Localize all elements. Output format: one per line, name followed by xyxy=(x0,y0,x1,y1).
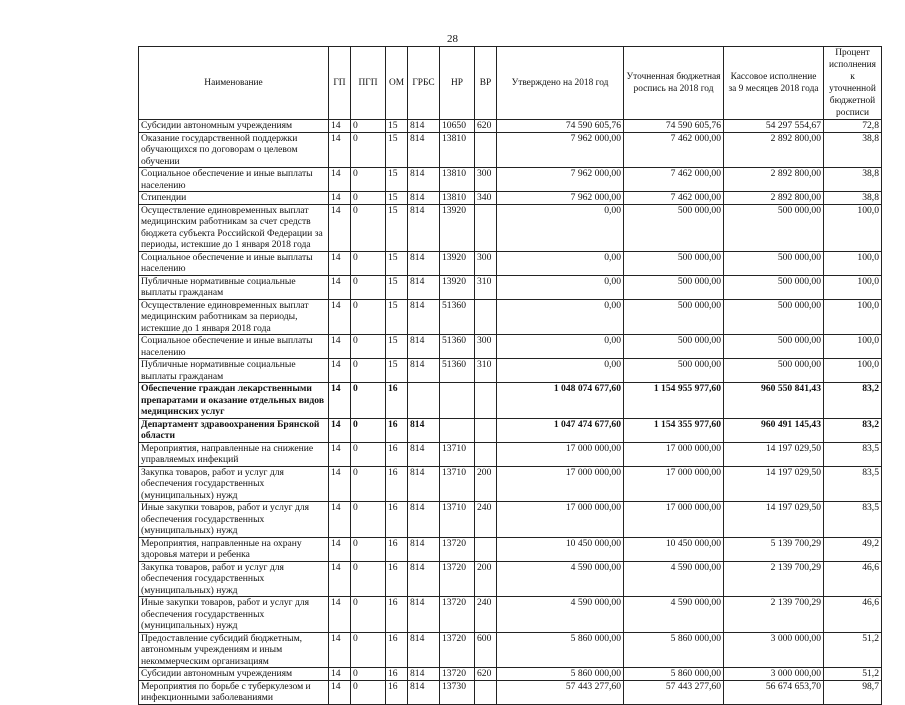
cell-ppgp: 0 xyxy=(351,537,386,561)
cell-refined: 1 154 955 977,60 xyxy=(624,383,724,419)
budget-table xyxy=(138,46,882,705)
cell-gp: 14 xyxy=(329,502,351,538)
cell-gp: 14 xyxy=(329,168,351,192)
cell-refined: 5 860 000,00 xyxy=(624,668,724,681)
cell-name: Оказание государственной поддержки обучающихся по договорам о целевом обучении xyxy=(139,132,329,168)
cell-approved: 7 962 000,00 xyxy=(497,132,624,168)
cell-om: 15 xyxy=(386,359,408,383)
cell-nr: 13710 xyxy=(440,442,475,466)
cell-cash: 960 550 841,43 xyxy=(724,383,824,419)
cell-grbs: 814 xyxy=(408,597,440,633)
cell-ppgp: 0 xyxy=(351,502,386,538)
cell-grbs: 814 xyxy=(408,120,440,133)
cell-nr: 13710 xyxy=(440,466,475,502)
cell-vr: 200 xyxy=(475,561,497,597)
col-header-cash: Кассовое исполнение за 9 месяцев 2018 года xyxy=(724,47,824,120)
cell-refined: 7 462 000,00 xyxy=(624,168,724,192)
cell-cash: 3 000 000,00 xyxy=(724,668,824,681)
cell-refined: 1 154 355 977,60 xyxy=(624,418,724,442)
table-row xyxy=(139,597,882,633)
cell-nr: 13710 xyxy=(440,502,475,538)
cell-om: 15 xyxy=(386,192,408,205)
cell-cash: 54 297 554,67 xyxy=(724,120,824,133)
cell-name: Осуществление единовременных выплат медицинским работникам за периоды, истекшие до 1 января 2018 года xyxy=(139,299,329,335)
table-row xyxy=(139,275,882,299)
cell-approved: 0,00 xyxy=(497,335,624,359)
cell-percent: 46,6 xyxy=(824,561,882,597)
table-row xyxy=(139,537,882,561)
cell-grbs: 814 xyxy=(408,680,440,704)
cell-om: 16 xyxy=(386,442,408,466)
cell-name: Закупка товаров, работ и услуг для обеспечения государственных (муниципальных) нужд xyxy=(139,466,329,502)
cell-nr xyxy=(440,418,475,442)
cell-ppgp: 0 xyxy=(351,299,386,335)
cell-grbs: 814 xyxy=(408,359,440,383)
cell-percent: 38,8 xyxy=(824,168,882,192)
cell-gp: 14 xyxy=(329,442,351,466)
cell-om: 15 xyxy=(386,168,408,192)
cell-om: 15 xyxy=(386,204,408,251)
cell-nr: 13720 xyxy=(440,537,475,561)
cell-ppgp: 0 xyxy=(351,680,386,704)
cell-om: 15 xyxy=(386,299,408,335)
cell-name: Социальное обеспечение и иные выплаты населению xyxy=(139,168,329,192)
cell-grbs: 814 xyxy=(408,561,440,597)
cell-grbs: 814 xyxy=(408,632,440,668)
cell-name: Обеспечение граждан лекарственными препаратами и оказание отдельных видов медицинских услуг xyxy=(139,383,329,419)
cell-approved: 57 443 277,60 xyxy=(497,680,624,704)
cell-name: Департамент здравоохранения Брянской области xyxy=(139,418,329,442)
cell-nr: 13810 xyxy=(440,132,475,168)
cell-refined: 4 590 000,00 xyxy=(624,597,724,633)
cell-nr: 13730 xyxy=(440,680,475,704)
cell-om: 15 xyxy=(386,132,408,168)
cell-cash: 2 139 700,29 xyxy=(724,597,824,633)
col-header-refined: Уточненная бюджетная роспись на 2018 год xyxy=(624,47,724,120)
cell-grbs: 814 xyxy=(408,502,440,538)
cell-cash: 2 892 800,00 xyxy=(724,192,824,205)
table-row xyxy=(139,632,882,668)
col-header-gp: ГП xyxy=(329,47,351,120)
cell-om: 16 xyxy=(386,597,408,633)
cell-approved: 17 000 000,00 xyxy=(497,466,624,502)
col-header-ppgp: ПГП xyxy=(351,47,386,120)
table-row xyxy=(139,502,882,538)
cell-gp: 14 xyxy=(329,132,351,168)
cell-approved: 1 047 474 677,60 xyxy=(497,418,624,442)
cell-ppgp: 0 xyxy=(351,466,386,502)
cell-cash: 500 000,00 xyxy=(724,335,824,359)
cell-grbs: 814 xyxy=(408,466,440,502)
cell-refined: 57 443 277,60 xyxy=(624,680,724,704)
cell-name: Мероприятия по борьбе с туберкулезом и инфекционными заболеваниями xyxy=(139,680,329,704)
cell-om: 16 xyxy=(386,537,408,561)
cell-vr: 240 xyxy=(475,502,497,538)
cell-gp: 14 xyxy=(329,668,351,681)
table-row xyxy=(139,442,882,466)
table-body xyxy=(139,120,882,705)
cell-cash: 56 674 653,70 xyxy=(724,680,824,704)
cell-approved: 5 860 000,00 xyxy=(497,668,624,681)
cell-vr xyxy=(475,299,497,335)
cell-name: Субсидии автономным учреждениям xyxy=(139,120,329,133)
cell-percent: 83,2 xyxy=(824,418,882,442)
cell-approved: 0,00 xyxy=(497,359,624,383)
cell-percent: 100,0 xyxy=(824,335,882,359)
cell-ppgp: 0 xyxy=(351,204,386,251)
cell-approved: 17 000 000,00 xyxy=(497,442,624,466)
cell-approved: 74 590 605,76 xyxy=(497,120,624,133)
cell-percent: 83,5 xyxy=(824,502,882,538)
table-row xyxy=(139,359,882,383)
table-row xyxy=(139,466,882,502)
cell-ppgp: 0 xyxy=(351,668,386,681)
cell-cash: 500 000,00 xyxy=(724,251,824,275)
cell-name: Осуществление единовременных выплат медицинским работникам за счет средств бюджета субъекта Российской Федерации за периоды, истекшие до 1 января 2018 года xyxy=(139,204,329,251)
cell-cash: 3 000 000,00 xyxy=(724,632,824,668)
cell-gp: 14 xyxy=(329,359,351,383)
cell-nr: 51360 xyxy=(440,335,475,359)
cell-percent: 83,5 xyxy=(824,466,882,502)
cell-gp: 14 xyxy=(329,466,351,502)
cell-refined: 5 860 000,00 xyxy=(624,632,724,668)
cell-gp: 14 xyxy=(329,120,351,133)
cell-percent: 51,2 xyxy=(824,668,882,681)
cell-name: Предоставление субсидий бюджетным, автономным учреждениям и иным некоммерческим организациям xyxy=(139,632,329,668)
table-row xyxy=(139,418,882,442)
cell-gp: 14 xyxy=(329,204,351,251)
cell-nr: 51360 xyxy=(440,299,475,335)
cell-refined: 500 000,00 xyxy=(624,299,724,335)
cell-percent: 100,0 xyxy=(824,204,882,251)
cell-vr xyxy=(475,132,497,168)
cell-approved: 10 450 000,00 xyxy=(497,537,624,561)
cell-name: Закупка товаров, работ и услуг для обеспечения государственных (муниципальных) нужд xyxy=(139,561,329,597)
cell-grbs: 814 xyxy=(408,335,440,359)
cell-approved: 0,00 xyxy=(497,299,624,335)
cell-name: Иные закупки товаров, работ и услуг для обеспечения государственных (муниципальных) нужд xyxy=(139,597,329,633)
cell-approved: 7 962 000,00 xyxy=(497,192,624,205)
cell-om: 16 xyxy=(386,418,408,442)
cell-gp: 14 xyxy=(329,275,351,299)
cell-cash: 14 197 029,50 xyxy=(724,502,824,538)
table-row xyxy=(139,251,882,275)
cell-om: 16 xyxy=(386,383,408,419)
cell-name: Стипендии xyxy=(139,192,329,205)
cell-refined: 500 000,00 xyxy=(624,359,724,383)
cell-ppgp: 0 xyxy=(351,275,386,299)
col-header-vr: ВР xyxy=(475,47,497,120)
table-row xyxy=(139,120,882,133)
cell-cash: 5 139 700,29 xyxy=(724,537,824,561)
cell-om: 16 xyxy=(386,680,408,704)
cell-nr: 13810 xyxy=(440,192,475,205)
cell-ppgp: 0 xyxy=(351,561,386,597)
cell-refined: 7 462 000,00 xyxy=(624,192,724,205)
cell-gp: 14 xyxy=(329,418,351,442)
cell-gp: 14 xyxy=(329,251,351,275)
cell-ppgp: 0 xyxy=(351,359,386,383)
cell-vr: 240 xyxy=(475,597,497,633)
table-row xyxy=(139,383,882,419)
cell-percent: 38,8 xyxy=(824,132,882,168)
cell-gp: 14 xyxy=(329,192,351,205)
cell-gp: 14 xyxy=(329,335,351,359)
cell-grbs: 814 xyxy=(408,418,440,442)
cell-percent: 83,2 xyxy=(824,383,882,419)
cell-om: 15 xyxy=(386,275,408,299)
cell-approved: 4 590 000,00 xyxy=(497,561,624,597)
cell-om: 15 xyxy=(386,251,408,275)
cell-grbs: 814 xyxy=(408,251,440,275)
cell-approved: 4 590 000,00 xyxy=(497,597,624,633)
cell-vr: 310 xyxy=(475,359,497,383)
cell-nr xyxy=(440,383,475,419)
cell-nr: 13720 xyxy=(440,668,475,681)
cell-nr: 13720 xyxy=(440,632,475,668)
page-number: 28 xyxy=(447,33,458,45)
cell-percent: 100,0 xyxy=(824,251,882,275)
cell-ppgp: 0 xyxy=(351,120,386,133)
cell-refined: 74 590 605,76 xyxy=(624,120,724,133)
cell-gp: 14 xyxy=(329,537,351,561)
table-row xyxy=(139,561,882,597)
cell-name: Мероприятия, направленные на охрану здоровья матери и ребенка xyxy=(139,537,329,561)
cell-grbs xyxy=(408,383,440,419)
cell-percent: 83,5 xyxy=(824,442,882,466)
table-row xyxy=(139,668,882,681)
cell-approved: 0,00 xyxy=(497,204,624,251)
cell-refined: 500 000,00 xyxy=(624,275,724,299)
cell-vr: 200 xyxy=(475,466,497,502)
table-row xyxy=(139,192,882,205)
cell-vr: 620 xyxy=(475,668,497,681)
cell-vr xyxy=(475,442,497,466)
cell-refined: 7 462 000,00 xyxy=(624,132,724,168)
cell-percent: 72,8 xyxy=(824,120,882,133)
cell-vr: 300 xyxy=(475,251,497,275)
col-header-percent: Процент исполнения к уточненной бюджетной росписи xyxy=(824,47,882,120)
cell-name: Субсидии автономным учреждениям xyxy=(139,668,329,681)
cell-nr: 13720 xyxy=(440,597,475,633)
cell-name: Мероприятия, направленные на снижение управляемых инфекций xyxy=(139,442,329,466)
cell-nr: 13920 xyxy=(440,275,475,299)
cell-vr: 600 xyxy=(475,632,497,668)
cell-cash: 960 491 145,43 xyxy=(724,418,824,442)
cell-nr: 13920 xyxy=(440,251,475,275)
cell-vr xyxy=(475,383,497,419)
cell-vr xyxy=(475,204,497,251)
cell-percent: 38,8 xyxy=(824,192,882,205)
cell-grbs: 814 xyxy=(408,192,440,205)
cell-refined: 500 000,00 xyxy=(624,251,724,275)
cell-vr xyxy=(475,680,497,704)
cell-approved: 7 962 000,00 xyxy=(497,168,624,192)
cell-name: Социальное обеспечение и иные выплаты населению xyxy=(139,335,329,359)
cell-vr: 300 xyxy=(475,168,497,192)
cell-ppgp: 0 xyxy=(351,383,386,419)
cell-cash: 2 139 700,29 xyxy=(724,561,824,597)
cell-approved: 1 048 074 677,60 xyxy=(497,383,624,419)
cell-refined: 17 000 000,00 xyxy=(624,502,724,538)
cell-grbs: 814 xyxy=(408,204,440,251)
cell-refined: 17 000 000,00 xyxy=(624,442,724,466)
table-row xyxy=(139,299,882,335)
cell-name: Социальное обеспечение и иные выплаты населению xyxy=(139,251,329,275)
col-header-om: ОМ xyxy=(386,47,408,120)
cell-vr xyxy=(475,537,497,561)
cell-refined: 4 590 000,00 xyxy=(624,561,724,597)
cell-grbs: 814 xyxy=(408,168,440,192)
cell-approved: 17 000 000,00 xyxy=(497,502,624,538)
cell-gp: 14 xyxy=(329,680,351,704)
cell-grbs: 814 xyxy=(408,299,440,335)
cell-name: Публичные нормативные социальные выплаты гражданам xyxy=(139,359,329,383)
cell-om: 16 xyxy=(386,561,408,597)
cell-grbs: 814 xyxy=(408,132,440,168)
cell-refined: 500 000,00 xyxy=(624,204,724,251)
cell-grbs: 814 xyxy=(408,442,440,466)
cell-nr: 13720 xyxy=(440,561,475,597)
table-row xyxy=(139,335,882,359)
cell-refined: 500 000,00 xyxy=(624,335,724,359)
cell-nr: 10650 xyxy=(440,120,475,133)
cell-vr xyxy=(475,418,497,442)
cell-ppgp: 0 xyxy=(351,192,386,205)
cell-ppgp: 0 xyxy=(351,251,386,275)
cell-percent: 49,2 xyxy=(824,537,882,561)
cell-nr: 51360 xyxy=(440,359,475,383)
cell-vr: 340 xyxy=(475,192,497,205)
cell-cash: 500 000,00 xyxy=(724,359,824,383)
cell-approved: 0,00 xyxy=(497,275,624,299)
cell-grbs: 814 xyxy=(408,668,440,681)
header-row xyxy=(139,47,882,120)
cell-ppgp: 0 xyxy=(351,335,386,359)
cell-om: 16 xyxy=(386,668,408,681)
cell-name: Публичные нормативные социальные выплаты гражданам xyxy=(139,275,329,299)
cell-vr: 310 xyxy=(475,275,497,299)
cell-om: 15 xyxy=(386,120,408,133)
cell-cash: 500 000,00 xyxy=(724,204,824,251)
cell-grbs: 814 xyxy=(408,537,440,561)
cell-name: Иные закупки товаров, работ и услуг для обеспечения государственных (муниципальных) нужд xyxy=(139,502,329,538)
cell-ppgp: 0 xyxy=(351,132,386,168)
col-header-approved: Утверждено на 2018 год xyxy=(497,47,624,120)
cell-cash: 14 197 029,50 xyxy=(724,466,824,502)
table-row xyxy=(139,680,882,704)
cell-percent: 100,0 xyxy=(824,299,882,335)
cell-percent: 100,0 xyxy=(824,359,882,383)
cell-ppgp: 0 xyxy=(351,442,386,466)
cell-om: 16 xyxy=(386,466,408,502)
cell-percent: 100,0 xyxy=(824,275,882,299)
col-header-nr: НР xyxy=(440,47,475,120)
cell-vr: 300 xyxy=(475,335,497,359)
cell-approved: 0,00 xyxy=(497,251,624,275)
cell-grbs: 814 xyxy=(408,275,440,299)
cell-om: 16 xyxy=(386,632,408,668)
cell-om: 15 xyxy=(386,335,408,359)
cell-ppgp: 0 xyxy=(351,168,386,192)
cell-percent: 98,7 xyxy=(824,680,882,704)
cell-ppgp: 0 xyxy=(351,597,386,633)
cell-cash: 500 000,00 xyxy=(724,299,824,335)
cell-percent: 51,2 xyxy=(824,632,882,668)
cell-gp: 14 xyxy=(329,383,351,419)
col-header-name: Наименование xyxy=(139,47,329,120)
cell-nr: 13810 xyxy=(440,168,475,192)
cell-nr: 13920 xyxy=(440,204,475,251)
cell-gp: 14 xyxy=(329,299,351,335)
cell-gp: 14 xyxy=(329,597,351,633)
table-row xyxy=(139,132,882,168)
cell-om: 16 xyxy=(386,502,408,538)
cell-cash: 500 000,00 xyxy=(724,275,824,299)
cell-refined: 17 000 000,00 xyxy=(624,466,724,502)
cell-approved: 5 860 000,00 xyxy=(497,632,624,668)
cell-cash: 14 197 029,50 xyxy=(724,442,824,466)
cell-cash: 2 892 800,00 xyxy=(724,132,824,168)
cell-gp: 14 xyxy=(329,632,351,668)
col-header-grbs: ГРБС xyxy=(408,47,440,120)
cell-percent: 46,6 xyxy=(824,597,882,633)
cell-ppgp: 0 xyxy=(351,418,386,442)
table-row xyxy=(139,204,882,251)
cell-refined: 10 450 000,00 xyxy=(624,537,724,561)
cell-cash: 2 892 800,00 xyxy=(724,168,824,192)
cell-gp: 14 xyxy=(329,561,351,597)
table-row xyxy=(139,168,882,192)
cell-vr: 620 xyxy=(475,120,497,133)
cell-ppgp: 0 xyxy=(351,632,386,668)
